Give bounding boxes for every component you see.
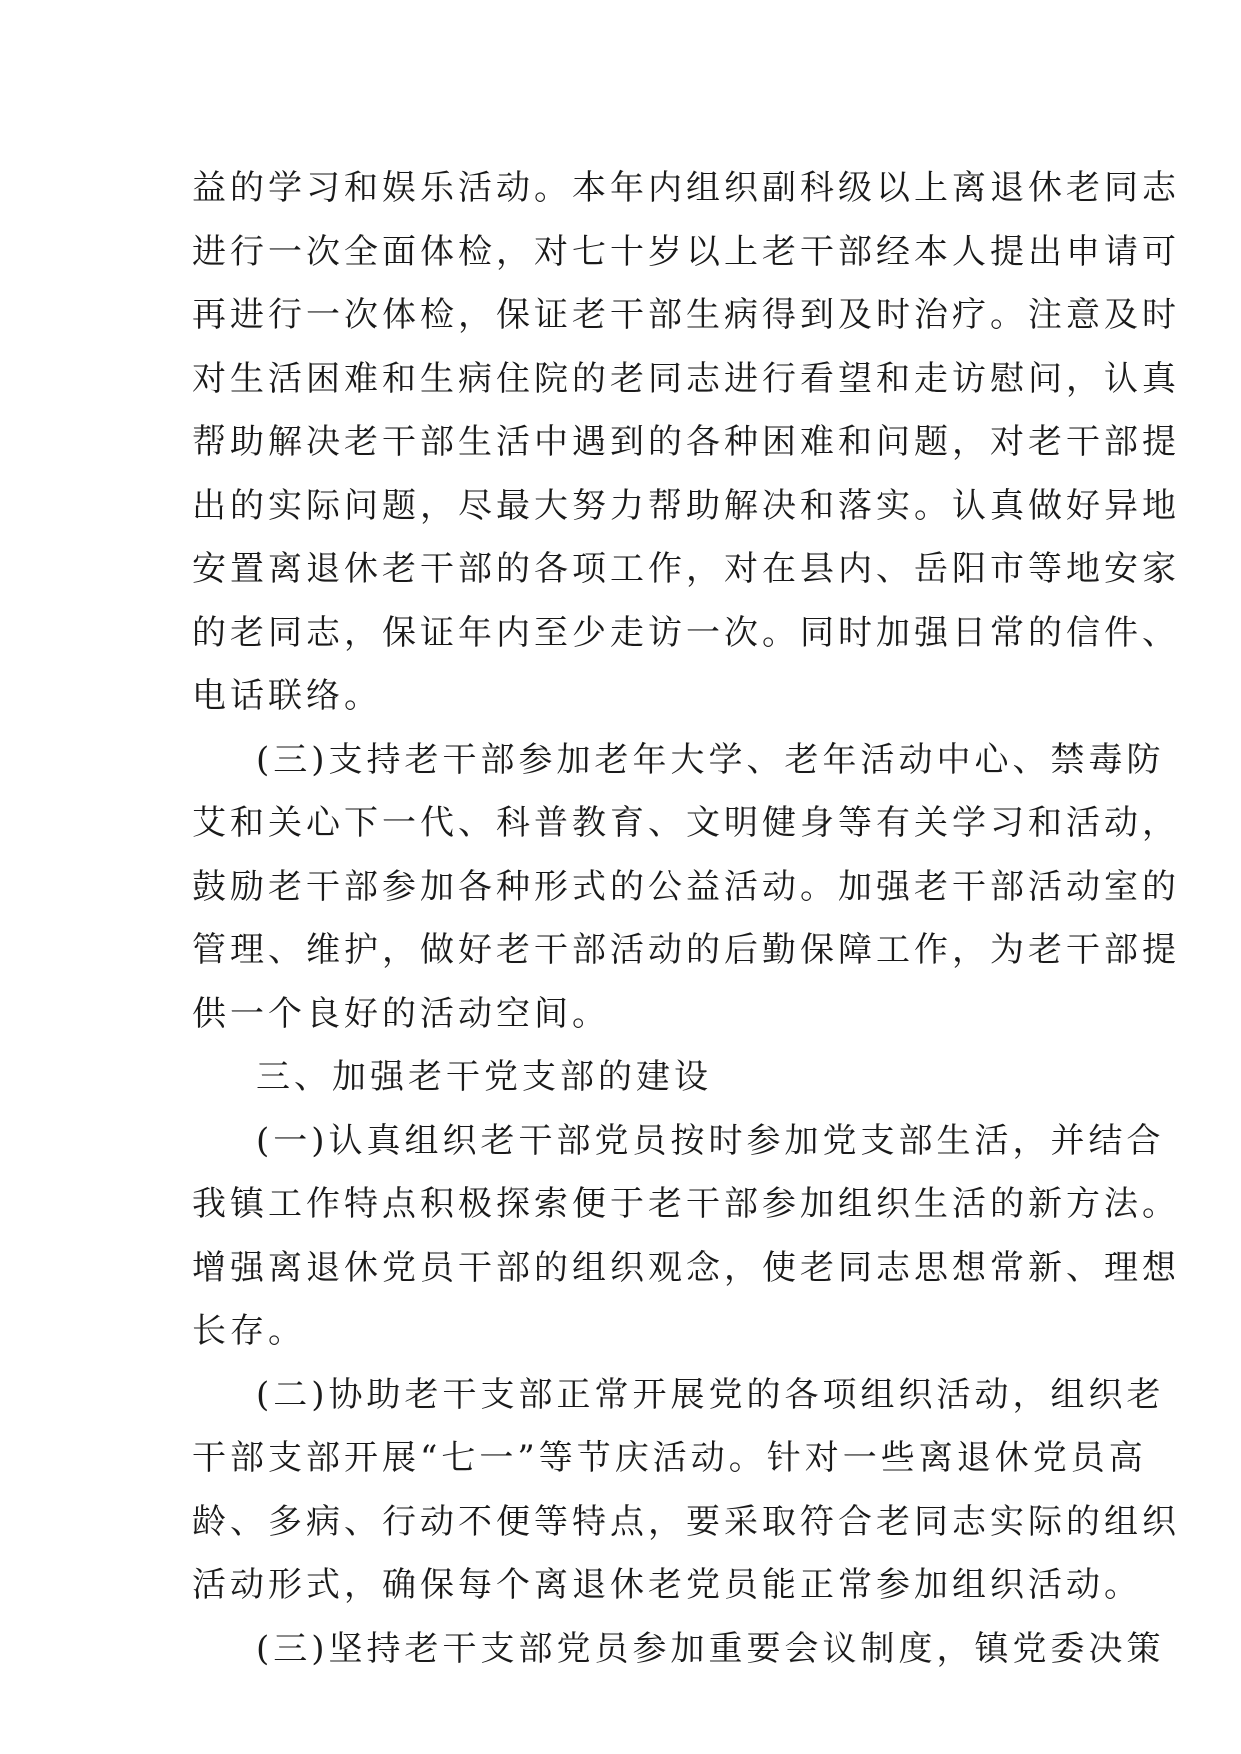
text-line: 增强离退休党员干部的组织观念，使老同志思想常新、理想 <box>192 1247 1180 1288</box>
text-line: 干部支部开展“七一”等节庆活动。针对一些离退休党员高 <box>192 1438 1147 1478</box>
text-line: 管理、维护，做好老干部活动的后勤保障工作，为老干部提 <box>192 930 1180 970</box>
text-line: 帮助解决老干部生活中遇到的各种困难和问题，对老干部提 <box>192 422 1180 462</box>
text-line: 对生活困难和生病住院的老同志进行看望和走访慰问，认真 <box>192 358 1180 399</box>
text-line: 电话联络。 <box>192 676 382 716</box>
text-line: 安置离退休老干部的各项工作，对在县内、岳阳市等地安家 <box>192 549 1180 589</box>
text-line: 艾和关心下一代、科普教育、文明健身等有关学习和活动， <box>192 803 1180 843</box>
document-body <box>192 157 1180 1681</box>
section-heading: 三、加强老干党支部的建设 <box>256 1057 712 1097</box>
text-line: 长存。 <box>192 1311 306 1351</box>
text-line: 鼓励老干部参加各种形式的公益活动。加强老干部活动室的 <box>192 866 1180 907</box>
text-line: 我镇工作特点积极探索便于老干部参加组织生活的新方法。 <box>192 1184 1180 1224</box>
paragraph-start-line: (二)协助老干支部正常开展党的各项组织活动，组织老 <box>256 1374 1165 1415</box>
text-line: 益的学习和娱乐活动。本年内组织副科级以上离退休老同志 <box>192 168 1180 208</box>
paragraph-start-line: (三)坚持老干支部党员参加重要会议制度，镇党委决策 <box>256 1628 1165 1669</box>
text-line: 出的实际问题，尽最大努力帮助解决和落实。认真做好异地 <box>192 485 1180 526</box>
text-line: 再进行一次体检，保证老干部生病得到及时治疗。注意及时 <box>192 295 1180 335</box>
paragraph-start-line: (三)支持老干部参加老年大学、老年活动中心、禁毒防 <box>256 739 1165 780</box>
text-line: 供一个良好的活动空间。 <box>192 993 610 1034</box>
paragraph-start-line: (一)认真组织老干部党员按时参加党支部生活，并结合 <box>256 1120 1165 1161</box>
text-line: 的老同志，保证年内至少走访一次。同时加强日常的信件、 <box>192 612 1180 653</box>
text-line: 活动形式，确保每个离退休老党员能正常参加组织活动。 <box>192 1565 1142 1605</box>
text-line: 龄、多病、行动不便等特点，要采取符合老同志实际的组织 <box>192 1501 1180 1542</box>
text-line: 进行一次全面体检，对七十岁以上老干部经本人提出申请可 <box>192 231 1180 272</box>
